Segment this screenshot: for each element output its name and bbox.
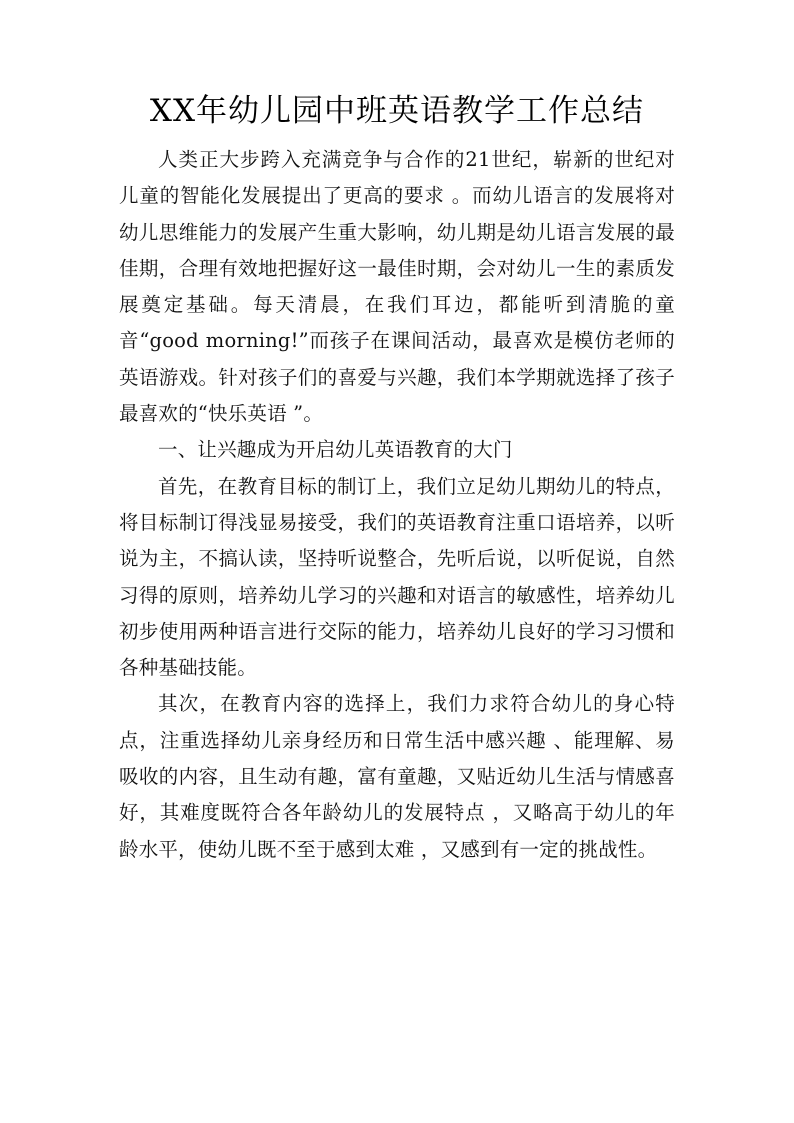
intro-paragraph: 人类正大步跨入充满竞争与合作的21世纪，崭新的世纪对儿童的智能化发展提出了更高的要求 。而幼儿语言的发展将对幼儿思维能力的发展产生重大影响，幼儿期是幼儿语言发展的最佳期，合理有效地把握好这一最佳时期，会对幼儿一生的素质发展奠定基础。每天清晨，在我们耳边，都能听到清脆的童音“good morning!”而孩子在课间活动，最喜欢是模仿老师的英语游戏。针对孩子们的喜爱与兴趣，我们本学期就选择了孩子最喜欢的“快乐英语 ”。	[119, 148, 675, 426]
document-title: XX年幼儿园中班英语教学工作总结	[149, 93, 645, 129]
body-paragraph-second: 其次，在教育内容的选择上，我们力求符合幼儿的身心特点，注重选择幼儿亲身经历和日常生活中感兴趣 、能理解、易吸收的内容，且生动有趣，富有童趣，又贴近幼儿生活与情感喜好，其难度既符合各年龄幼儿的发展特点 ，又略高于幼儿的年龄水平，使幼儿既不至于感到太难 ，又感到有一定的挑战性。	[119, 692, 675, 861]
section-heading: 一、让兴趣成为开启幼儿英语教育的大门	[158, 438, 513, 462]
body-paragraph-first: 首先，在教育目标的制订上，我们立足幼儿期幼儿的特点，将目标制订得浅显易接受，我们的英语教育注重口语培养，以听说为主，不搞认读，坚持听说整合，先听后说，以听促说，自然习得的原则，培养幼儿学习的兴趣和对语言的敏感性，培养幼儿初步使用两种语言进行交际的能力，培养幼儿良好的学习习惯和各种基础技能。	[119, 474, 675, 680]
document-page	[119, 88, 675, 868]
